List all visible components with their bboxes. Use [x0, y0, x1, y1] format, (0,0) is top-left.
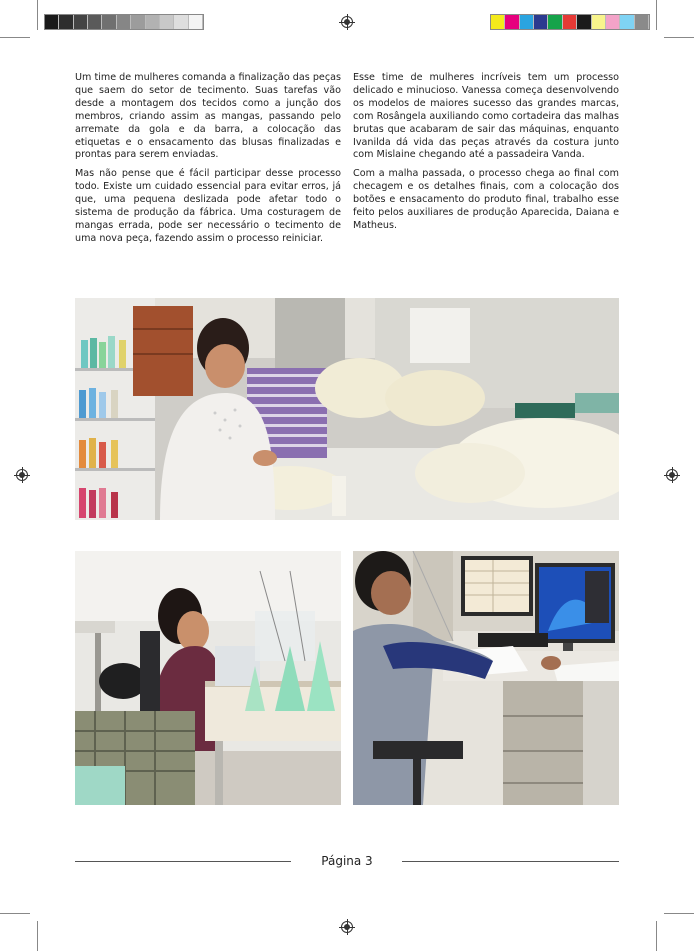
grayscale-swatch: [160, 15, 174, 29]
registration-mark-left: [16, 469, 28, 481]
paragraph: Um time de mulheres comanda a finalização das peças que saem do setor de tecimento. Suas tarefas vão desde a montagem dos tecidos como a junção dos membros, criando assim as mangas, passando pelo arremate da gola e da barra, a colocação das etiquetas e o ensacamento das blusas finalizadas e prontas para serem enviadas.: [75, 72, 341, 161]
paragraph: Com a malha passada, o processo chega ao final com checagem e os detalhes finais, com a colocação dos botões e ensacamento do produto final, trabalho esse feito pelos auxiliares de produção Aparecida, Daiana e Matheus.: [353, 168, 619, 231]
crop-mark-bottom-right-h: [664, 913, 694, 914]
registration-mark-top: [341, 16, 353, 28]
footer-rule-right: [402, 861, 619, 862]
photo-sewing-machine: [75, 551, 341, 805]
grayscale-color-bar: [44, 14, 204, 30]
grayscale-swatch: [88, 15, 102, 29]
registration-mark-right: [666, 469, 678, 481]
process-color-swatch: [635, 15, 649, 29]
crop-mark-top-right-v: [656, 0, 657, 30]
grayscale-swatch: [45, 15, 59, 29]
page-number: Página 3: [321, 854, 373, 868]
grayscale-swatch: [146, 15, 160, 29]
crop-mark-top-left-v: [37, 0, 38, 30]
paragraph: Mas não pense que é fácil participar desse processo todo. Existe um cuidado essencial para evitar erros, já que, uma pequena deslizada pode afetar todo o sistema de produção da fábrica. Uma costuragem de mangas errada, pode ser necessário o tecimento de uma nova peça, fazendo assim o processo reiniciar.: [75, 168, 341, 244]
process-color-swatch: [520, 15, 534, 29]
grayscale-swatch: [174, 15, 188, 29]
photo-finishing-table: [75, 298, 619, 520]
process-color-swatch: [606, 15, 620, 29]
crop-mark-top-left-h: [0, 37, 30, 38]
process-color-swatch: [592, 15, 606, 29]
crop-mark-bottom-left-h: [0, 913, 30, 914]
process-color-swatch: [505, 15, 519, 29]
process-color-swatch: [577, 15, 591, 29]
article-right-column: [353, 72, 619, 239]
photo-computer-desk: [353, 551, 619, 805]
process-color-swatch: [620, 15, 634, 29]
registration-mark-bottom: [341, 921, 353, 933]
paragraph: Esse time de mulheres incríveis tem um processo delicado e minucioso. Vanessa começa desenvolvendo os modelos de maiores sucesso das grandes marcas, com Rosângela auxiliando como cortadeira das malhas brutas que acabaram de sair das máquinas, enquanto Ivanilda dá vida das peças através da costura junto com Mislaine chegando até a passadeira Vanda.: [353, 72, 619, 161]
grayscale-swatch: [102, 15, 116, 29]
grayscale-swatch: [74, 15, 88, 29]
process-color-swatch: [548, 15, 562, 29]
process-color-swatch: [534, 15, 548, 29]
grayscale-swatch: [117, 15, 131, 29]
process-color-bar: [490, 14, 650, 30]
crop-mark-bottom-right-v: [656, 921, 657, 951]
process-color-swatch: [491, 15, 505, 29]
crop-mark-top-right-h: [664, 37, 694, 38]
crop-mark-bottom-left-v: [37, 921, 38, 951]
process-color-swatch: [563, 15, 577, 29]
grayscale-swatch: [59, 15, 73, 29]
article-left-column: [75, 72, 341, 252]
footer-rule-left: [75, 861, 291, 862]
grayscale-swatch: [189, 15, 203, 29]
grayscale-swatch: [131, 15, 145, 29]
